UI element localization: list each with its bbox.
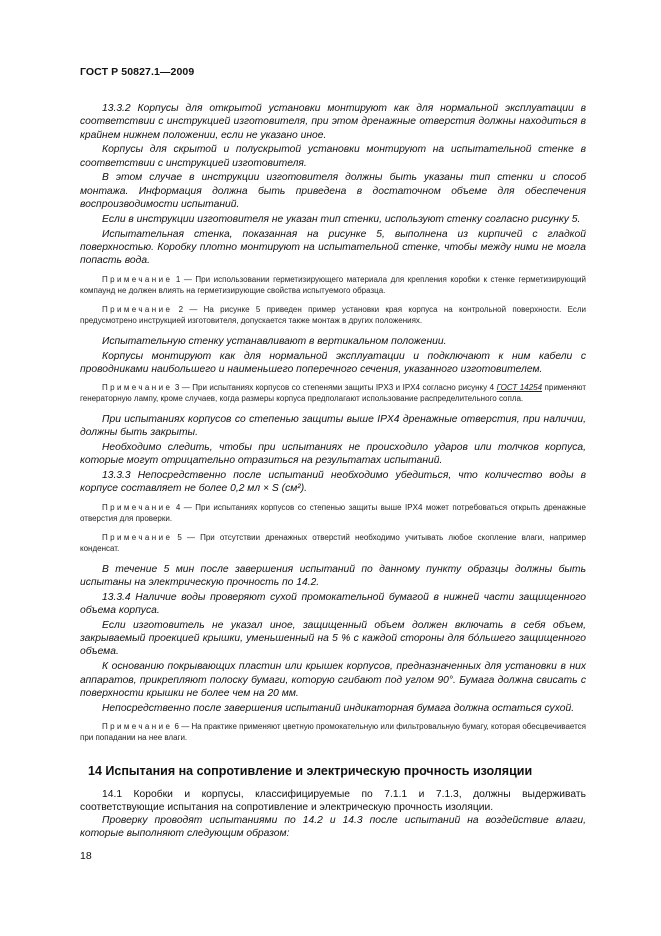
paragraph: К основанию покрывающих пластин или крышек корпусов, предназначенных для установки в них аппаратов, прикрепляют полоску бумаги, которую сгибают под углом 90°. Бумага должна свисать с поверхности крышки не более чем на 20 мм. bbox=[80, 661, 586, 699]
note-text: 5 — При отсутствии дренажных отверстий необходимо учитывать любое скопление влаги, например конденсат. bbox=[80, 533, 586, 554]
paragraph: Если в инструкции изготовителя не указан тип стенки, используют стенку согласно рисунку 5. bbox=[102, 213, 581, 225]
note-label: Примечание bbox=[102, 721, 173, 731]
paragraph: 13.3.4 Наличие воды проверяют сухой промокательной бумагой в нижней части защищенного объема корпуса. bbox=[80, 591, 586, 617]
gost-reference-link[interactable]: ГОСТ 14254 bbox=[496, 383, 543, 393]
paragraph: В течение 5 мин после завершения испытаний по данному пункту образцы должны быть испытаны на электрическую прочность по 14.2. bbox=[80, 563, 586, 588]
section-heading: 14 Испытания на сопротивление и электрическую прочность изоляции bbox=[88, 763, 533, 778]
paragraph: 14.1 Коробки и корпусы, классифицируемые по 7.1.1 и 7.1.3, должны выдерживать соответствующие испытания на сопротивление и электрическую прочность изоляции. bbox=[80, 788, 586, 813]
note-text: применяют генераторную лампу, кроме случаев, когда размеры корпуса предполагают использование распределительного сопла. bbox=[80, 383, 586, 404]
note-text: 6 — На практике применяют цветную промокательную или фильтровальную бумагу, которая обесцвечивается при попадании на нее влаги. bbox=[80, 721, 586, 743]
note-5 bbox=[80, 532, 586, 555]
paragraph: В этом случае в инструкции изготовителя должны быть указаны тип стенки и способ монтажа. Информация должна быть приведена в достаточном объеме для обеспечения воспроизводимости испытаний. bbox=[80, 172, 586, 211]
note-label: Примечание bbox=[102, 305, 173, 315]
page-number: 18 bbox=[80, 850, 92, 862]
document-header: ГОСТ Р 50827.1—2009 bbox=[80, 66, 195, 78]
paragraph: Корпусы монтируют как для нормальной эксплуатации и подключают к ним кабели с проводниками наибольшего и наименьшего поперечного сечения, указанного изготовителем. bbox=[80, 350, 586, 375]
note-4 bbox=[80, 502, 586, 525]
note-label: Примечание bbox=[102, 502, 173, 512]
note-label: Примечание bbox=[102, 274, 173, 284]
paragraph: Корпусы для скрытой и полускрытой установки монтируют на испытательной стенке в соответствии с инструкцией изготовителя. bbox=[80, 144, 586, 169]
paragraph: При испытаниях корпусов со степенью защиты выше IPX4 дренажные отверстия, при наличии, должны быть закрыты. bbox=[80, 413, 586, 439]
paragraph: Непосредственно после завершения испытаний индикаторная бумага должна остаться сухой. bbox=[102, 702, 575, 714]
note-text: 2 — На рисунке 5 приведен пример установки края корпуса на контрольной поверхности. Если предусмотрено инструкцией изготовителя, допускается также монтаж в других положениях. bbox=[80, 305, 586, 326]
paragraph: Испытательную стенку устанавливают в вертикальном положении. bbox=[102, 335, 447, 347]
paragraph: Необходимо следить, чтобы при испытаниях не происходило ударов или толчков корпуса, которые могут отрицательно отразиться на результатах испытаний. bbox=[80, 441, 586, 467]
note-3 bbox=[80, 382, 586, 405]
document-body bbox=[80, 102, 586, 841]
note-text: 1 — При использовании герметизирующего материала для крепления коробки к стенке герметизирующий компаунд не должен влиять на герметизирующие свойства испытуемого образца. bbox=[80, 274, 586, 295]
document-page bbox=[80, 66, 586, 842]
note-6 bbox=[80, 721, 586, 744]
paragraph: Испытательная стенка, показанная на рисунке 5, выполнена из кирпичей с гладкой поверхностью. Коробку плотно монтируют на испытательной стенке, чтобы между ними не могла попасть вода. bbox=[80, 228, 586, 267]
paragraph: 13.3.3 Непосредственно после испытаний необходимо убедиться, что количество воды в корпусе составляет не более 0,2 мл × S (см²). bbox=[80, 469, 586, 495]
paragraph: Проверку проводят испытаниями по 14.2 и 14.3 после испытаний на воздействие влаги, которые выполняют следующим образом: bbox=[80, 815, 586, 840]
paragraph: 13.3.2 Корпусы для открытой установки монтируют как для нормальной эксплуатации в соответствии с инструкцией изготовителя, при этом дренажные отверстия должны находиться в крайнем нижнем положении, если не указано иное. bbox=[80, 103, 586, 141]
note-label: Примечание bbox=[102, 383, 173, 393]
note-label: Примечание bbox=[102, 533, 173, 543]
note-text: 3 — При испытаниях корпусов со степенями защиты IPX3 и IPX4 согласно рисунку 4 bbox=[174, 383, 495, 393]
note-text: 4 — При испытаниях корпусов со степенью защиты выше IPX4 может потребоваться открыть дренажные отверстия для проверки. bbox=[80, 502, 586, 523]
note-2 bbox=[80, 304, 586, 327]
paragraph: Если изготовитель не указал иное, защищенный объем должен включать в себя объем, закрываемый проекцией крышки, уменьшенный на 5 % с каждой стороны для бо́льшего защищенного объема. bbox=[80, 619, 586, 658]
note-1 bbox=[80, 274, 586, 297]
